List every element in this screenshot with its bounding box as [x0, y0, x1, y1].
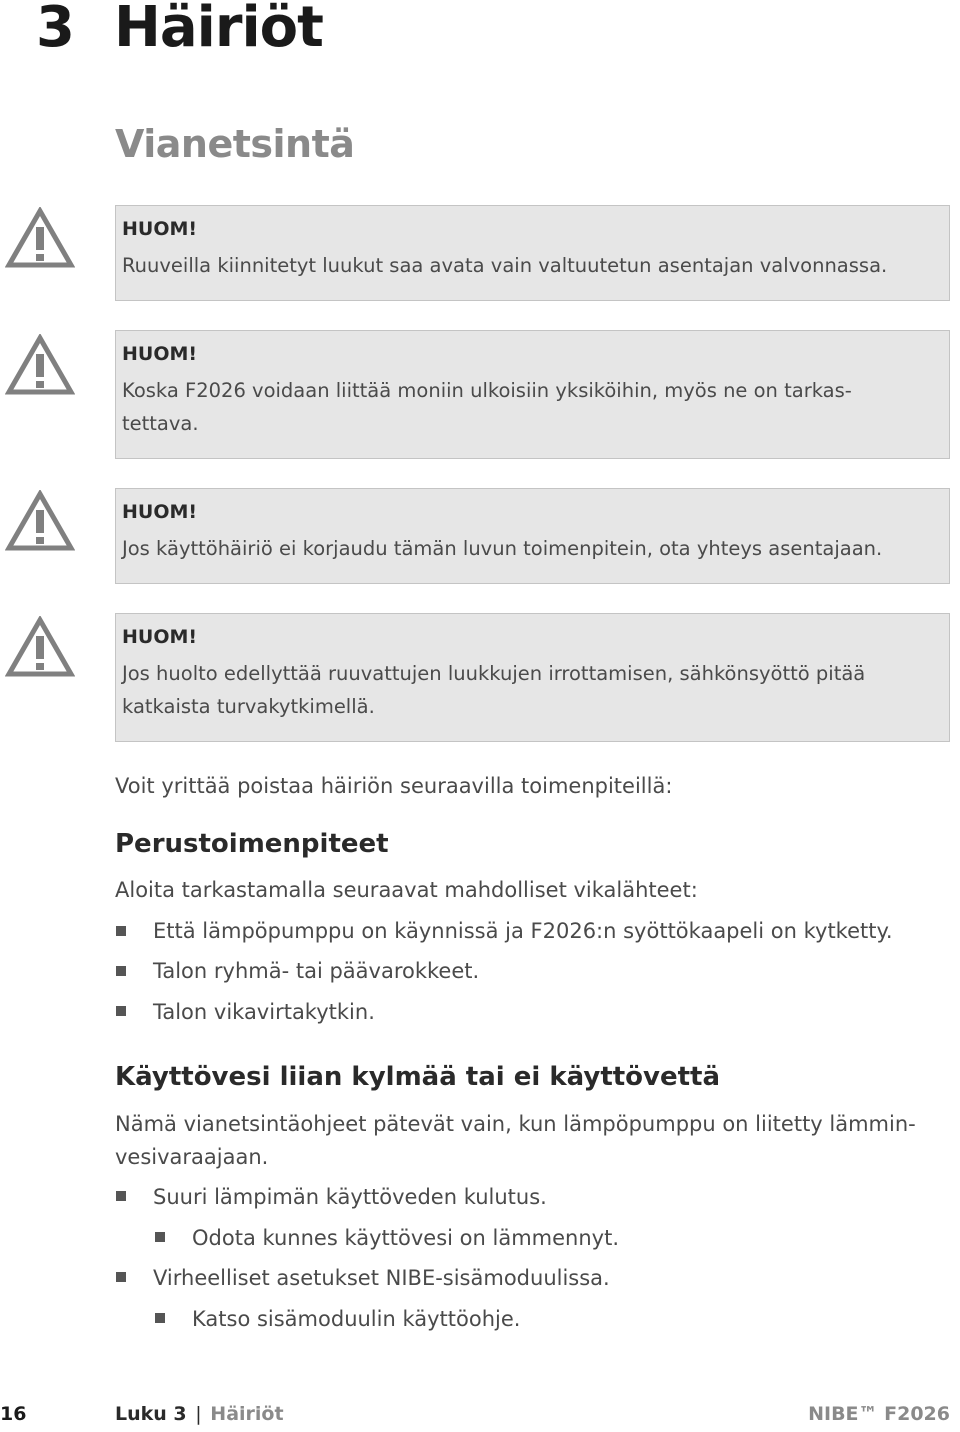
intro-text: Voit yrittää poistaa häiriön seuraavilla toimenpiteillä:: [115, 774, 673, 798]
footer-chapter-label: Luku 3: [115, 1403, 187, 1425]
list-item: Talon vikavirtakytkin.: [153, 1000, 375, 1024]
note-text: Koska F2026 voidaan liittää moniin ulkoisiin yksiköihin, myös ne on tarkas-: [122, 379, 852, 402]
sub-list-item: Odota kunnes käyttövesi on lämmennyt.: [192, 1226, 619, 1250]
list-item: Että lämpöpumppu on käynnissä ja F2026:n syöttökaapeli on kytketty.: [153, 919, 893, 943]
list-item: Suuri lämpimän käyttöveden kulutus.: [153, 1185, 547, 1209]
sub-bullet-marker: [155, 1313, 165, 1323]
note-box: [115, 205, 950, 301]
bullet-marker: [116, 1272, 126, 1282]
hotwater-lead: vesivaraajaan.: [115, 1145, 269, 1169]
note-text: Ruuveilla kiinnitetyt luukut saa avata vain valtuutetun asentajan valvonnassa.: [122, 254, 888, 277]
note-box: [115, 613, 950, 742]
sub-list-item: Katso sisämoduulin käyttöohje.: [192, 1307, 521, 1331]
chapter-title: Häiriöt: [114, 0, 323, 60]
note-text: katkaista turvakytkimellä.: [122, 695, 375, 718]
sub-bullet-marker: [155, 1232, 165, 1242]
list-item: Virheelliset asetukset NIBE-sisämoduulissa.: [153, 1266, 610, 1290]
chapter-number: 3: [36, 0, 74, 60]
note-text: tettava.: [122, 412, 199, 435]
note-text: Jos käyttöhäiriö ei korjaudu tämän luvun toimenpitein, ota yhteys asentajaan.: [122, 537, 883, 560]
bullet-marker: [116, 966, 126, 976]
warning-triangle-icon: [5, 207, 75, 269]
bullet-marker: [116, 926, 126, 936]
warning-triangle-icon: [5, 334, 75, 396]
footer-product: NIBE™ F2026: [808, 1403, 950, 1425]
note-text: Jos huolto edellyttää ruuvattujen luukkujen irrottamisen, sähkönsyöttö pitää: [122, 662, 866, 685]
basic-heading: Perustoimenpiteet: [115, 829, 389, 859]
warning-triangle-icon: [5, 490, 75, 552]
note-title: HUOM!: [122, 626, 198, 648]
note-box: [115, 330, 950, 459]
basic-lead: Aloita tarkastamalla seuraavat mahdolliset vikalähteet:: [115, 878, 698, 902]
footer-chapter-name: Häiriöt: [210, 1403, 284, 1425]
list-item: Talon ryhmä- tai päävarokkeet.: [153, 959, 480, 983]
chapter-heading: [36, 0, 323, 64]
footer-chapter: [115, 1401, 284, 1427]
hotwater-lead: Nämä vianetsintäohjeet pätevät vain, kun lämpöpumppu on liitetty lämmin-: [115, 1112, 916, 1136]
hotwater-heading: Käyttövesi liian kylmää tai ei käyttövettä: [115, 1062, 721, 1092]
section-title: Vianetsintä: [115, 122, 355, 166]
page-number: 16: [0, 1403, 27, 1425]
note-title: HUOM!: [122, 218, 198, 240]
note-box: [115, 488, 950, 584]
note-title: HUOM!: [122, 501, 198, 523]
note-title: HUOM!: [122, 343, 198, 365]
footer-separator: |: [195, 1403, 202, 1425]
bullet-marker: [116, 1006, 126, 1016]
warning-triangle-icon: [5, 616, 75, 678]
bullet-marker: [116, 1191, 126, 1201]
